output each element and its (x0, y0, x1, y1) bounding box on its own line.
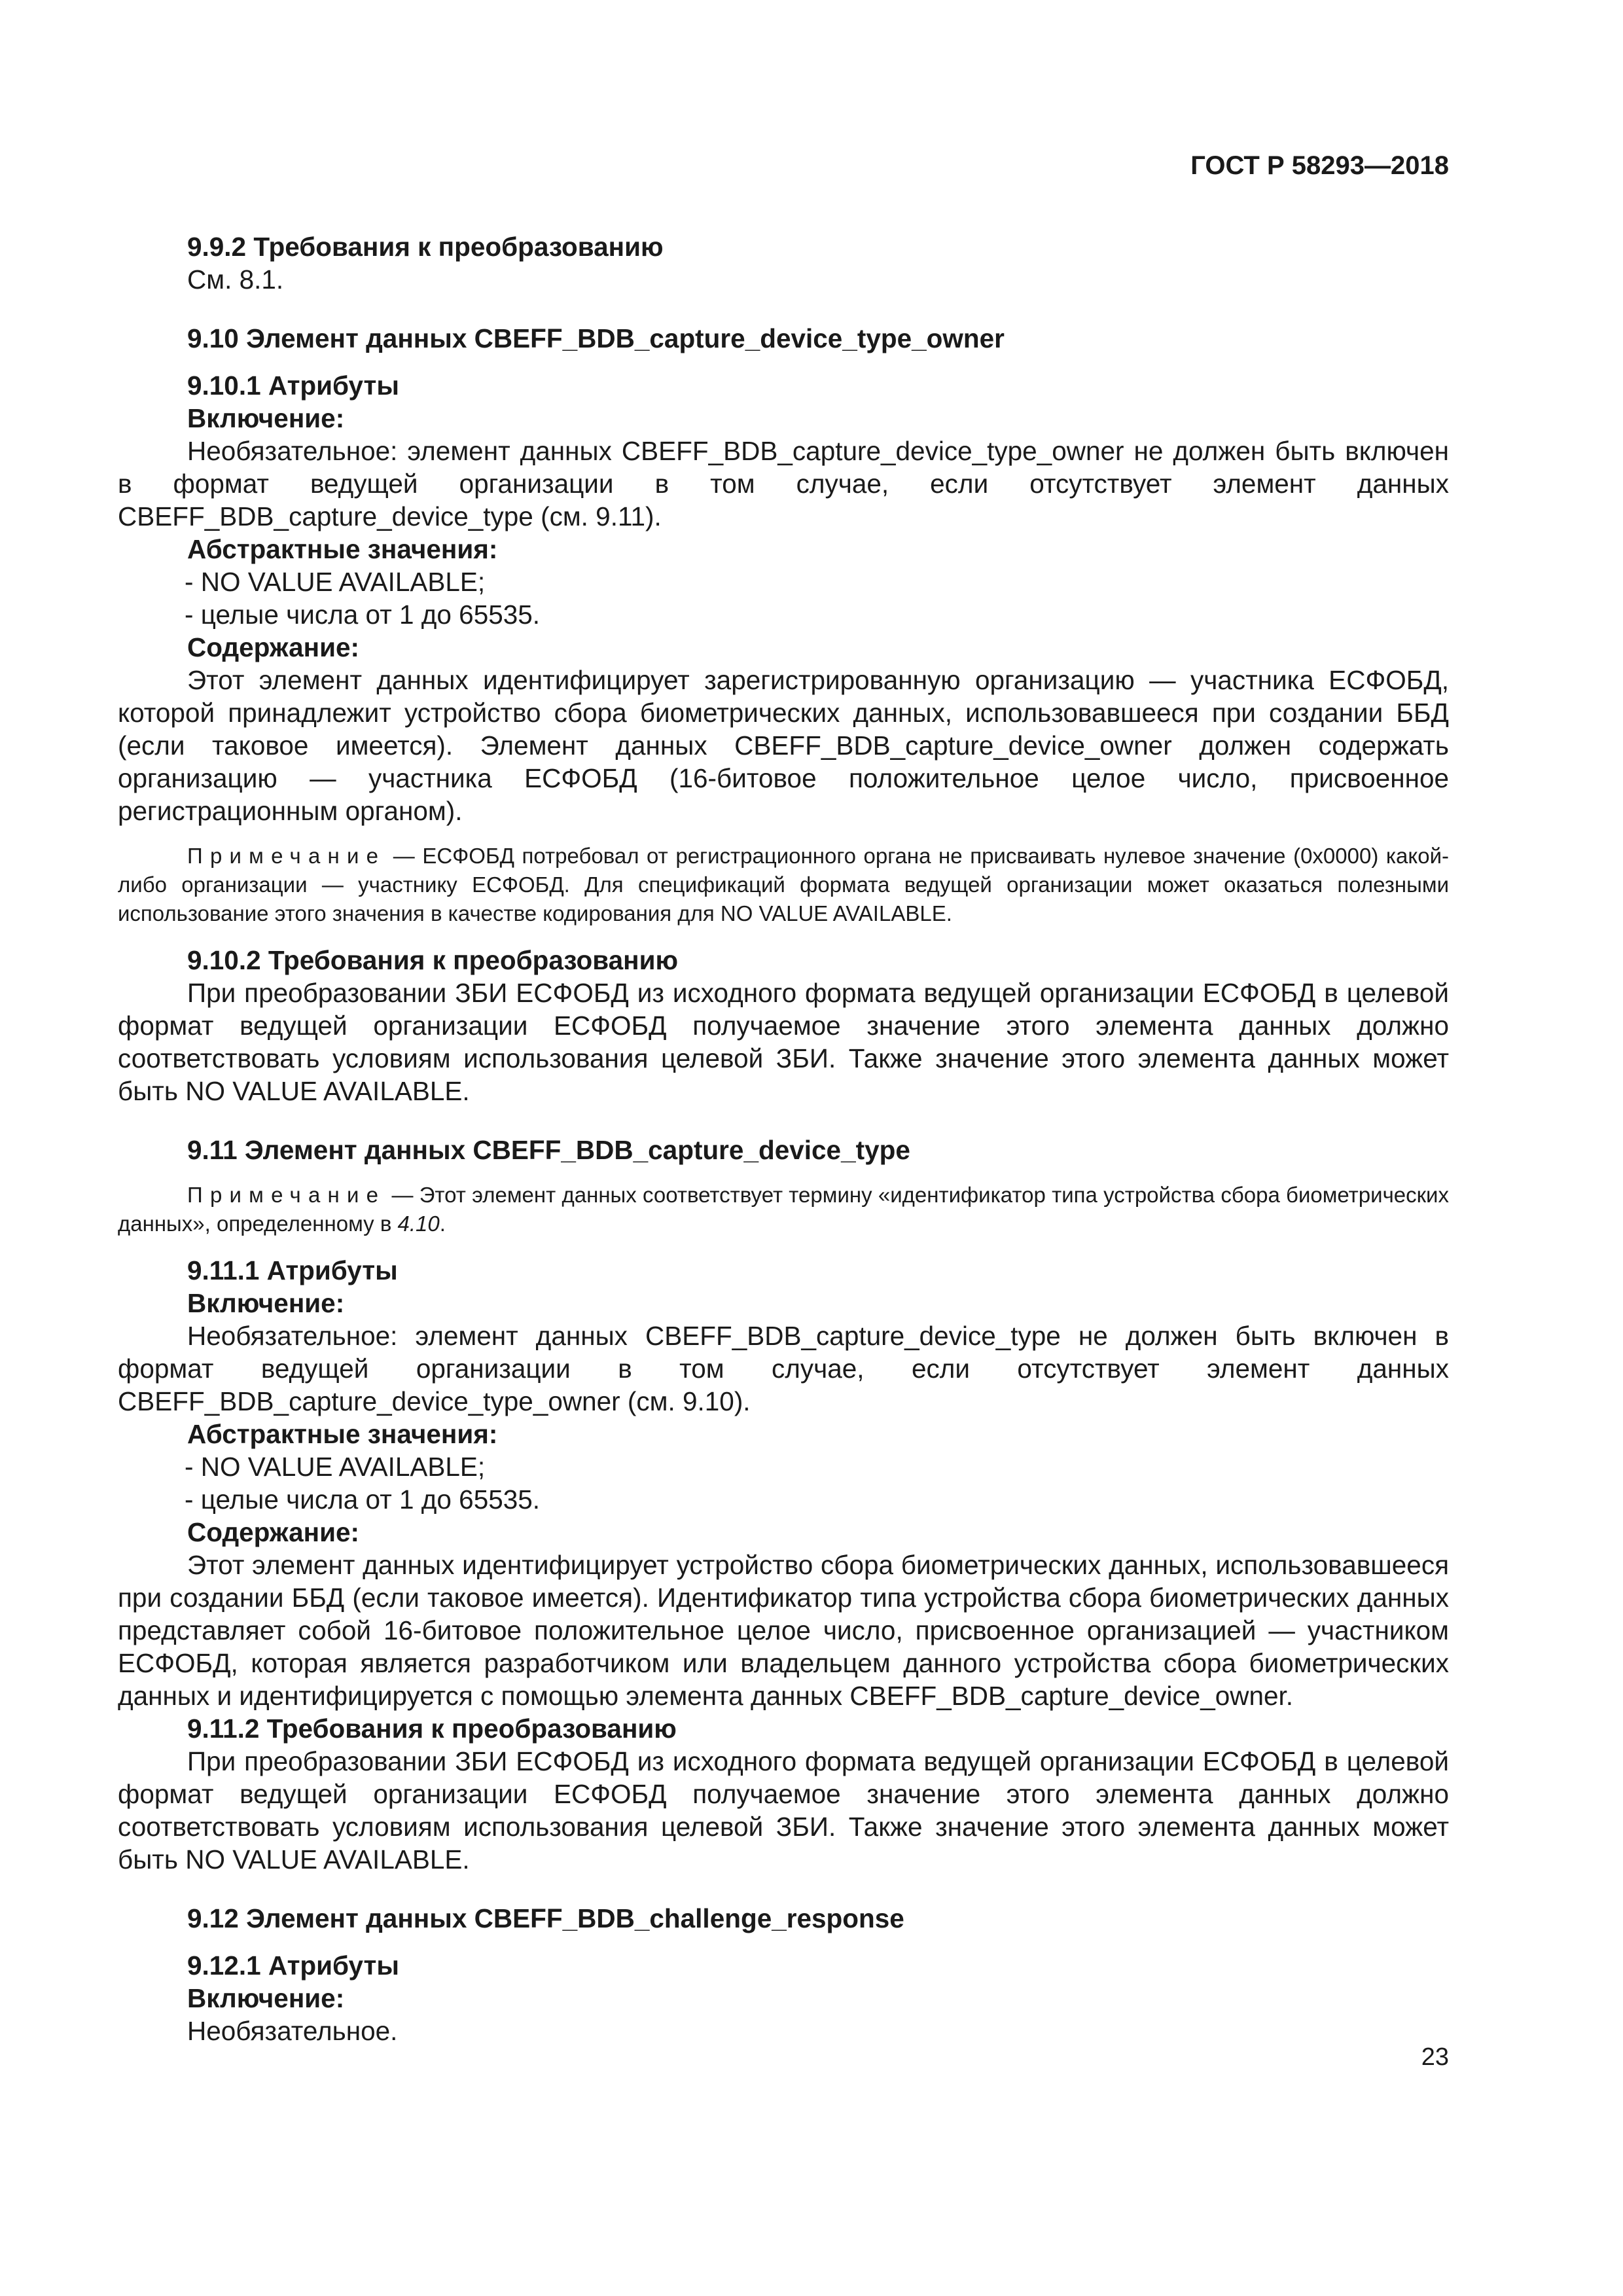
paragraph-inclusion: Необязательное. (187, 2016, 398, 2046)
label-inclusion: Включение: (187, 1983, 345, 2013)
subsection-heading-9-11-2: 9.11.2 Требования к преобразованию (187, 1713, 677, 1744)
list-item: - NO VALUE AVAILABLE; (185, 1452, 486, 1482)
label-inclusion: Включение: (187, 1288, 345, 1318)
section-heading-9-11: 9.11 Элемент данных CBEFF_BDB_capture_device_type (187, 1135, 910, 1165)
subsection-heading-9-9-2: 9.9.2 Требования к преобразованию (187, 232, 664, 262)
label-abstract-values: Абстрактные значения: (187, 1419, 498, 1449)
standard-designation: ГОСТ Р 58293—2018 (1190, 151, 1449, 180)
note-label: Примечание (187, 844, 386, 868)
paragraph-content: Этот элемент данных идентифицирует зарегистрированную организацию — участника ЕСФОБД, которой принадлежит устройство сбора биометрических данных, использовавшееся при создании ББД (если таковое имеется). Элемент данных CBEFF_BDB_capture_device_owner должен содержать организацию — участника ЕСФОБД (16-битовое положительное целое число, присвоенное регистрационным органом). (118, 665, 1449, 826)
subsection-heading-9-11-1: 9.11.1 Атрибуты (187, 1255, 398, 1285)
label-content: Содержание: (187, 632, 359, 662)
note-text: — Этот элемент данных соответствует термину «идентификатор типа устройства сбора биометрических данных», определенному в (118, 1183, 1449, 1236)
section-heading-9-12: 9.12 Элемент данных CBEFF_BDB_challenge_response (187, 1903, 904, 1933)
paragraph-conversion: При преобразовании ЗБИ ЕСФОБД из исходного формата ведущей организации ЕСФОБД в целевой формат ведущей организации ЕСФОБД получаемое значение этого элемента данных должно соответствовать условиям использования целевой ЗБИ. Также значение этого элемента данных может быть NO VALUE AVAILABLE. (118, 1746, 1449, 1874)
note-reference: 4.10 (397, 1211, 440, 1236)
subsection-heading-9-10-1: 9.10.1 Атрибуты (187, 370, 399, 401)
paragraph-content: Этот элемент данных идентифицирует устройство сбора биометрических данных, использовавшееся при создании ББД (если таковое имеется). Идентификатор типа устройства сбора биометрических данных представляет собой 16-битовое положительное целое число, присвоенное организацией — участником ЕСФОБД, которая является разработчиком или владельцем данного устройства сбора биометрических данных и идентифицируется с помощью элемента данных CBEFF_BDB_capture_device_owner. (118, 1550, 1449, 1711)
list-item: - целые числа от 1 до 65535. (185, 1484, 541, 1515)
paragraph-inclusion: Необязательное: элемент данных CBEFF_BDB_capture_device_type_owner не должен быть включен в формат ведущей организации в том случае, если отсутствует элемент данных CBEFF_BDB_capture_device_type (см. 9.11). (118, 436, 1449, 531)
paragraph-conversion: При преобразовании ЗБИ ЕСФОБД из исходного формата ведущей организации ЕСФОБД в целевой формат ведущей организации ЕСФОБД получаемое значение этого элемента данных должно соответствовать условиям использования целевой ЗБИ. Также значение этого элемента данных может быть NO VALUE AVAILABLE. (118, 978, 1449, 1106)
label-abstract-values: Абстрактные значения: (187, 534, 498, 564)
note-end: . (439, 1211, 446, 1236)
note (118, 1181, 1449, 1238)
label-content: Содержание: (187, 1517, 359, 1547)
note-text: — ЕСФОБД потребовал от регистрационного органа не присваивать нулевое значение (0x0000) какой-либо организации — участнику ЕСФОБД. Для спецификаций формата ведущей организации может оказаться полезными использование этого значения в качестве кодирования для NO VALUE AVAILABLE. (118, 844, 1449, 925)
subsection-heading-9-12-1: 9.12.1 Атрибуты (187, 1950, 399, 1981)
list-item: - NO VALUE AVAILABLE; (185, 567, 486, 597)
note (118, 842, 1449, 928)
note-label: Примечание (187, 1183, 386, 1207)
section-heading-9-10: 9.10 Элемент данных CBEFF_BDB_capture_device_type_owner (187, 323, 1005, 353)
paragraph-inclusion: Необязательное: элемент данных CBEFF_BDB_capture_device_type не должен быть включен в формат ведущей организации в том случае, если отсутствует элемент данных CBEFF_BDB_capture_device_type_owner (см. 9.10). (118, 1321, 1449, 1416)
paragraph-see-8-1: См. 8.1. (187, 264, 284, 295)
page-number: 23 (1421, 2043, 1449, 2071)
label-inclusion: Включение: (187, 403, 345, 433)
subsection-heading-9-10-2: 9.10.2 Требования к преобразованию (187, 945, 679, 975)
list-item: - целые числа от 1 до 65535. (185, 600, 541, 630)
